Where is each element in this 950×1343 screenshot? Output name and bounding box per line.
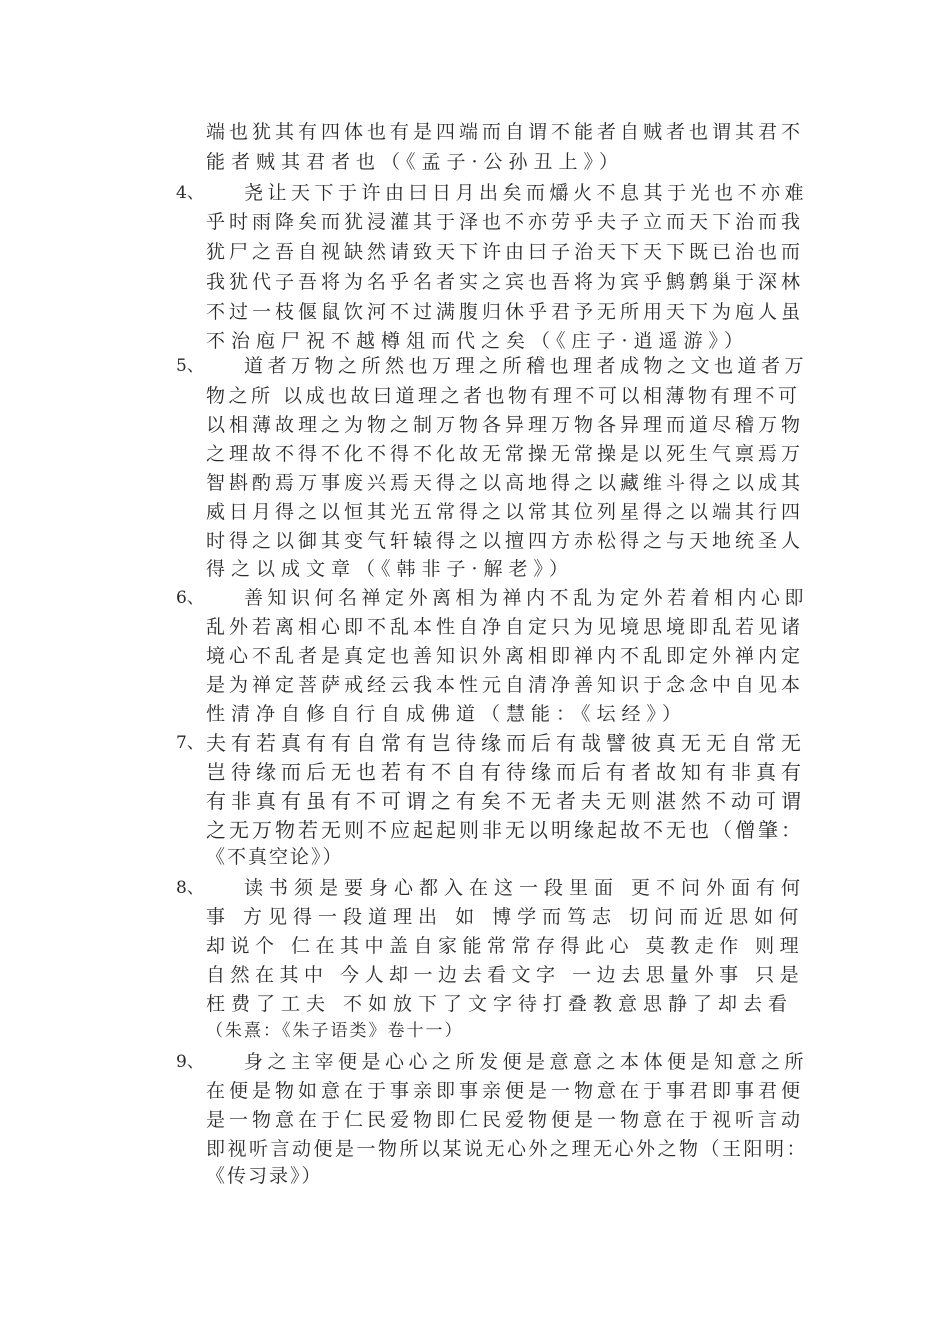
item-number: 9、 bbox=[176, 1052, 204, 1072]
item-number: 8、 bbox=[176, 878, 204, 898]
text-line: 即视听言动便是一物所以某说无心外之理无心外之物（王阳明： bbox=[206, 1138, 809, 1160]
text-line: 之理故不得不化不得不化故无常操无常操是以死生气禀焉万 bbox=[206, 443, 805, 465]
text-line: 自然在其中 今人却一边去看文字 一边去思量外事 只是 bbox=[206, 964, 805, 986]
text-line: 《不真空论》） bbox=[206, 846, 344, 868]
text-line: 却说个 仁在其中盖自家能常常存得此心 莫教走作 则理 bbox=[206, 935, 805, 957]
text-line: 是一物意在于仁民爱物即仁民爱物便是一物意在于视听言动 bbox=[206, 1109, 805, 1131]
text-line: 在便是物如意在于事亲即事亲便是一物意在于事君即事君便 bbox=[206, 1080, 805, 1102]
text-line: 有非真有虽有不可谓之有矣不无者夫无则湛然不动可谓 bbox=[206, 789, 806, 813]
item-number: 5、 bbox=[176, 356, 204, 376]
text-line: 乱外若离相心即不乱本性自净自定只为见境思境即乱若见诸 bbox=[206, 616, 805, 638]
text-line: 能者贼其君者也（《孟子·公孙丑上》） bbox=[206, 151, 625, 173]
text-line: 枉费了工夫 不如放下了文字待打叠教意思静了却去看 bbox=[206, 993, 794, 1015]
text-line: 我犹代子吾将为名乎名者实之宾也吾将为宾乎鹪鹩巢于深林 bbox=[206, 271, 805, 293]
item-number: 7、 bbox=[176, 733, 204, 753]
text-line: 岂待缘而后无也若有不自有待缘而后有者故知有非真有 bbox=[206, 760, 806, 784]
text-line: 身之主宰便是心心之所发便是意意之本体便是知意之所 bbox=[244, 1051, 809, 1073]
text-line: 夫有若真有有自常有岂待缘而后有哉譬彼真无无自常无 bbox=[206, 731, 806, 755]
text-line: 善知识何名禅定外离相为禅内不乱为定外若着相内心即 bbox=[244, 587, 809, 609]
text-line: 性清净自修自行自成佛道（慧能：《坛经》） bbox=[206, 703, 688, 725]
text-line: 端也犹其有四体也有是四端而自谓不能者自贼者也谓其君不 bbox=[206, 121, 805, 143]
text-line: 智斟酌焉万事废兴焉天得之以高地得之以藏维斗得之以成其 bbox=[206, 472, 805, 494]
text-line: 犹尸之吾自视缺然请致天下许由曰子治天下天下既已治也而 bbox=[206, 241, 805, 263]
text-line: 《传习录》） bbox=[206, 1165, 323, 1187]
text-line: 以相薄故理之为物之制万物各异理万物各异理而道尽稽万物 bbox=[206, 414, 805, 436]
item-number: 6、 bbox=[176, 588, 204, 608]
text-line: 道者万物之所然也万理之所稽也理者成物之文也道者万 bbox=[244, 355, 809, 377]
text-line: 不治庖尸祝不越樽俎而代之矣（《庄子·逍遥游》） bbox=[206, 330, 750, 352]
text-line: 不过一枝偃鼠饮河不过满腹归休乎君予无所用天下为庖人虽 bbox=[206, 301, 805, 323]
text-line: 时得之以御其变气轩辕得之以擅四方赤松得之与天地统圣人 bbox=[206, 530, 805, 552]
text-line: 事 方见得一段道理出 如 博学而笃志 切问而近思如何 bbox=[206, 906, 805, 928]
item-number: 4、 bbox=[176, 183, 204, 203]
text-line: 读书须是要身心都入在这一段里面 更不问外面有何 bbox=[244, 877, 807, 899]
text-line: （朱熹：《朱子语类》卷十一） bbox=[206, 1021, 464, 1041]
text-line: 得之以成文章（《韩非子·解老》） bbox=[206, 558, 575, 580]
text-line: 乎时雨降矣而犹浸灌其于泽也不亦劳乎夫子立而天下治而我 bbox=[206, 211, 805, 233]
text-line: 是为禅定菩萨戒经云我本性元自清净善知识于念念中自见本 bbox=[206, 674, 805, 696]
text-line: 物之所 以成也故曰道理之者也物有理不可以相薄物有理不可 bbox=[206, 385, 801, 407]
text-line: 尧让天下于许由曰日月出矣而爝火不息其于光也不亦难 bbox=[244, 182, 809, 204]
text-line: 境心不乱者是真定也善知识外离相即禅内不乱即定外禅内定 bbox=[206, 645, 805, 667]
text-line: 威日月得之以恒其光五常得之以常其位列星得之以端其行四 bbox=[206, 501, 805, 523]
text-line: 之无万物若无则不应起起则非无以明缘起故不无也（僧肇： bbox=[206, 818, 804, 842]
